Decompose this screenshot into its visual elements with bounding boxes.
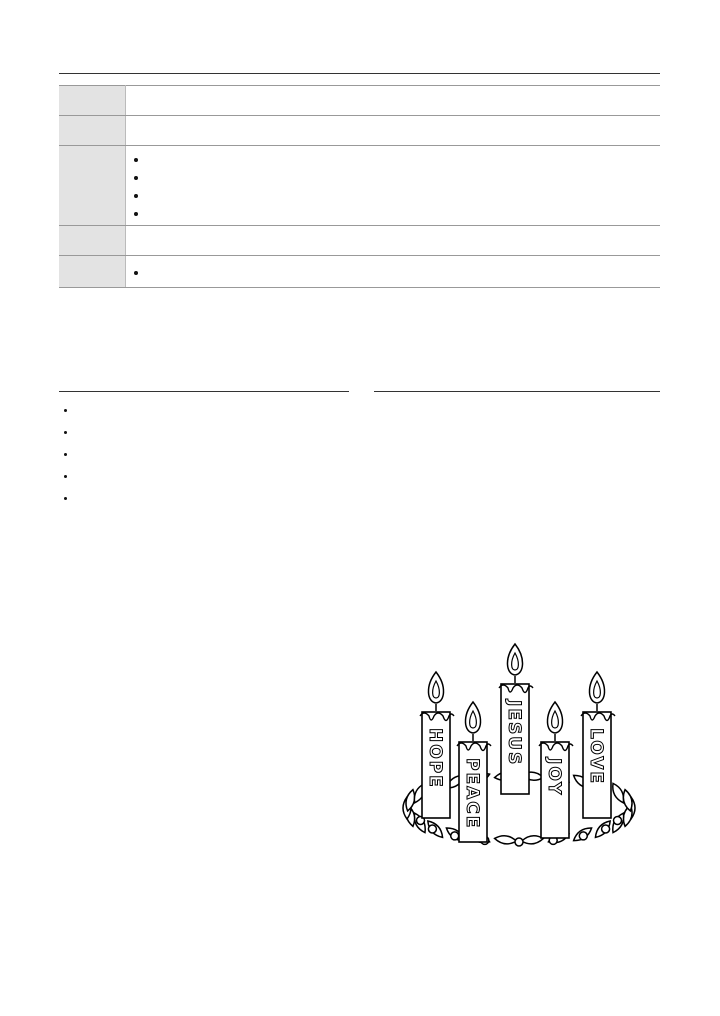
offering-row-label xyxy=(59,226,126,256)
wreath-berry xyxy=(428,825,436,833)
offering-item-list xyxy=(134,263,652,281)
wreath-berry xyxy=(451,832,459,840)
svg-text:JOY: JOY xyxy=(544,758,564,797)
candle-love xyxy=(581,672,615,818)
offering-row-content xyxy=(126,226,661,256)
candle-jesus xyxy=(499,644,533,794)
offering-item xyxy=(148,263,652,281)
wreath-leaf xyxy=(494,834,517,845)
svg-text:HOPE: HOPE xyxy=(425,728,445,789)
news-bullet xyxy=(77,465,349,487)
svg-text:PEACE: PEACE xyxy=(462,758,482,830)
offering-item xyxy=(148,204,652,222)
offering-row-label xyxy=(59,116,126,146)
advent-wreath-illustration xyxy=(394,640,644,855)
service-title-rule xyxy=(374,391,660,392)
offering-row xyxy=(59,256,660,288)
offering-table xyxy=(59,85,660,288)
news-item xyxy=(59,399,349,509)
offering-row xyxy=(59,146,660,226)
news-bullet xyxy=(77,443,349,465)
news-bullet xyxy=(77,421,349,443)
svg-text:LOVE: LOVE xyxy=(586,728,606,785)
candle-peace xyxy=(457,702,491,842)
wreath-berry xyxy=(602,825,610,833)
news-bullet xyxy=(77,487,349,509)
wreath-berry xyxy=(614,817,622,825)
offering-item xyxy=(148,186,652,204)
wreath-berry xyxy=(579,832,587,840)
news-bullet xyxy=(77,399,349,421)
offering-title-rule xyxy=(59,73,660,74)
offering-item xyxy=(148,168,652,186)
offering-item xyxy=(148,150,652,168)
candle-hope xyxy=(420,672,454,818)
offering-item-list xyxy=(134,150,652,222)
offering-row-content xyxy=(126,256,661,288)
offering-row xyxy=(59,86,660,116)
offering-row-label xyxy=(59,256,126,288)
news-list xyxy=(59,391,349,517)
offering-row xyxy=(59,116,660,146)
offering-row xyxy=(59,226,660,256)
offering-row-content xyxy=(126,86,661,116)
offering-row-content xyxy=(126,146,661,226)
news-item-bullets xyxy=(59,399,349,509)
svg-text:JESUS: JESUS xyxy=(504,700,524,767)
offering-row-label xyxy=(59,146,126,226)
candle-joy xyxy=(539,702,573,838)
offering-row-content xyxy=(126,116,661,146)
wreath-berry xyxy=(515,838,523,846)
offering-row-label xyxy=(59,86,126,116)
